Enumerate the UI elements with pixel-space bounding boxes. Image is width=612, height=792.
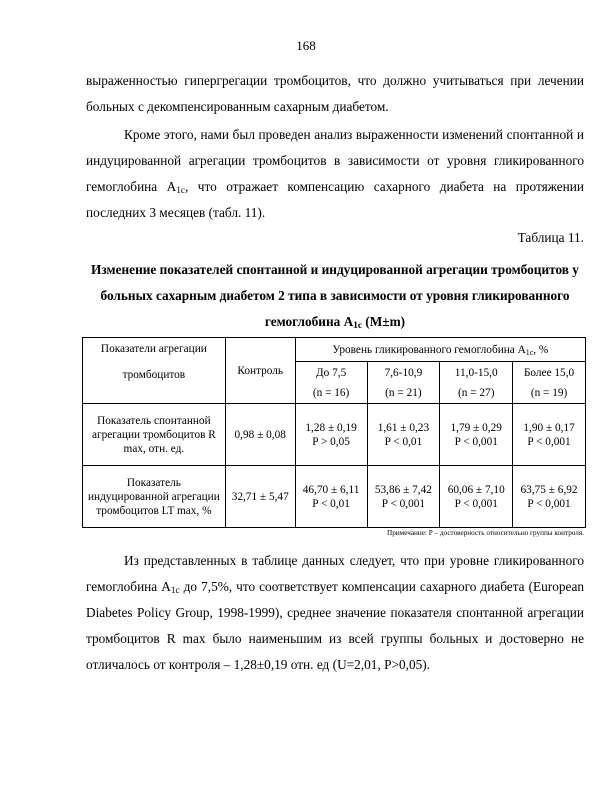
group-range: 7,6-10,9: [384, 366, 423, 379]
row-cell: [367, 404, 440, 466]
group-n: (n = 27): [457, 386, 495, 399]
row-cell: [295, 466, 367, 528]
cell-value: 63,75 ± 6,92: [520, 483, 578, 496]
group-range: 11,0-15,0: [454, 366, 498, 379]
row-label: Показатель индуцированной агрегации тромбоцитов LT max, %: [83, 466, 226, 528]
table-caption: [90, 257, 580, 335]
page-number: 168: [296, 38, 316, 53]
hba1c-subscript: 1c: [176, 186, 186, 196]
cell-value: 53,86 ± 7,42: [374, 483, 432, 496]
cell-value: 1,90 ± 0,17: [523, 421, 575, 434]
header-level-unit: , %: [533, 343, 549, 356]
cell-value: 1,79 ± 0,29: [450, 421, 502, 434]
header-indicators: [83, 338, 226, 404]
paragraph-analysis-text-end: , что отражает компенсацию сахарного диабета на протяжении последних 3 месяцев (табл. 11).: [86, 179, 584, 220]
paragraph-conclusion-text: Из представленных в таблице данных следует, что при уровне гликированного гемоглобина А: [86, 553, 584, 594]
cell-p: P < 0,01: [384, 435, 423, 448]
cell-p: P < 0,001: [454, 435, 498, 448]
caption-subscript: 1c: [353, 321, 362, 331]
cell-p: P < 0,001: [527, 497, 571, 510]
group-n: (n = 21): [385, 386, 422, 399]
cell-p: P > 0,05: [312, 435, 350, 448]
paragraph-conclusion-text-end: до 7,5%, что соответствует компенсации сахарного диабета (European Diabetes Policy Group, 1998-1999), среднее значение показателя спонтанной агрегации тромбоцитов R max было наименьшим из всей группы больных и достоверно не отличалось от контроля – 1,28±0,19 отн. ед (U=2,01, P>0,05).: [86, 579, 584, 672]
table-row: [83, 466, 586, 528]
cell-value: 1,28 ± 0,19: [305, 421, 357, 434]
header-indicators-line1: Показатели агрегации: [100, 343, 207, 355]
row-cell: [513, 404, 586, 466]
group-range: До 7,5: [315, 366, 347, 379]
header-level-text: Уровень гликированного гемоглобина А: [332, 343, 526, 356]
header-group-2: [367, 362, 440, 404]
header-group-4: [513, 362, 586, 404]
header-group-3: [440, 362, 513, 404]
header-control: Контроль: [225, 338, 295, 404]
group-range: Более 15,0: [523, 366, 575, 379]
cell-value: 60,06 ± 7,10: [447, 483, 505, 496]
group-n: (n = 19): [530, 386, 568, 399]
cell-p: P < 0,001: [527, 435, 571, 448]
cell-p: P < 0,001: [381, 497, 426, 510]
cell-p: P < 0,001: [454, 497, 498, 510]
table-note: Примечание: Р – достоверность относительно группы контроля.: [387, 529, 584, 537]
header-level-subscript: 1c: [525, 347, 534, 357]
row-control: 32,71 ± 5,47: [225, 466, 295, 528]
row-cell: [367, 466, 440, 528]
table-row: [83, 404, 586, 466]
table-label: Таблица 11.: [517, 230, 584, 245]
group-n: (n = 16): [312, 386, 350, 399]
row-cell: [295, 404, 367, 466]
row-cell: [440, 404, 513, 466]
caption-text: Изменение показателей спонтанной и индуцированной агрегации тромбоцитов у больных сахарным диабетом 2 типа в зависимости от уровня гликированного гемоглобина А: [91, 262, 579, 329]
row-cell: [513, 466, 586, 528]
paragraph-conclusion: [86, 548, 584, 678]
cell-p: P < 0,01: [312, 497, 350, 510]
caption-text-end: (M±m): [361, 314, 406, 329]
paragraph-intro: выраженностью гипергрегации тромбоцитов, что должно учитываться при лечении больных с декомпенсированным сахарным диабетом.: [86, 73, 584, 114]
row-control: 0,98 ± 0,08: [225, 404, 295, 466]
header-group-1: [295, 362, 367, 404]
aggregation-table: [82, 337, 586, 528]
conclusion-subscript: 1c: [170, 586, 180, 596]
header-hba1c-level: [295, 338, 585, 362]
row-label: Показатель спонтанной агрегации тромбоцитов R max, отн. ед.: [83, 404, 226, 466]
paragraph-analysis: [86, 122, 584, 226]
row-cell: [440, 466, 513, 528]
cell-value: 1,61 ± 0,23: [377, 421, 430, 434]
paragraph-analysis-text: Кроме этого, нами был проведен анализ выраженности изменений спонтанной и индуцированной агрегации тромбоцитов в зависимости от уровня гликированного гемоглобина А: [86, 127, 584, 194]
header-indicators-line2: тромбоцитов: [122, 369, 186, 381]
cell-value: 46,70 ± 6,11: [302, 483, 360, 496]
